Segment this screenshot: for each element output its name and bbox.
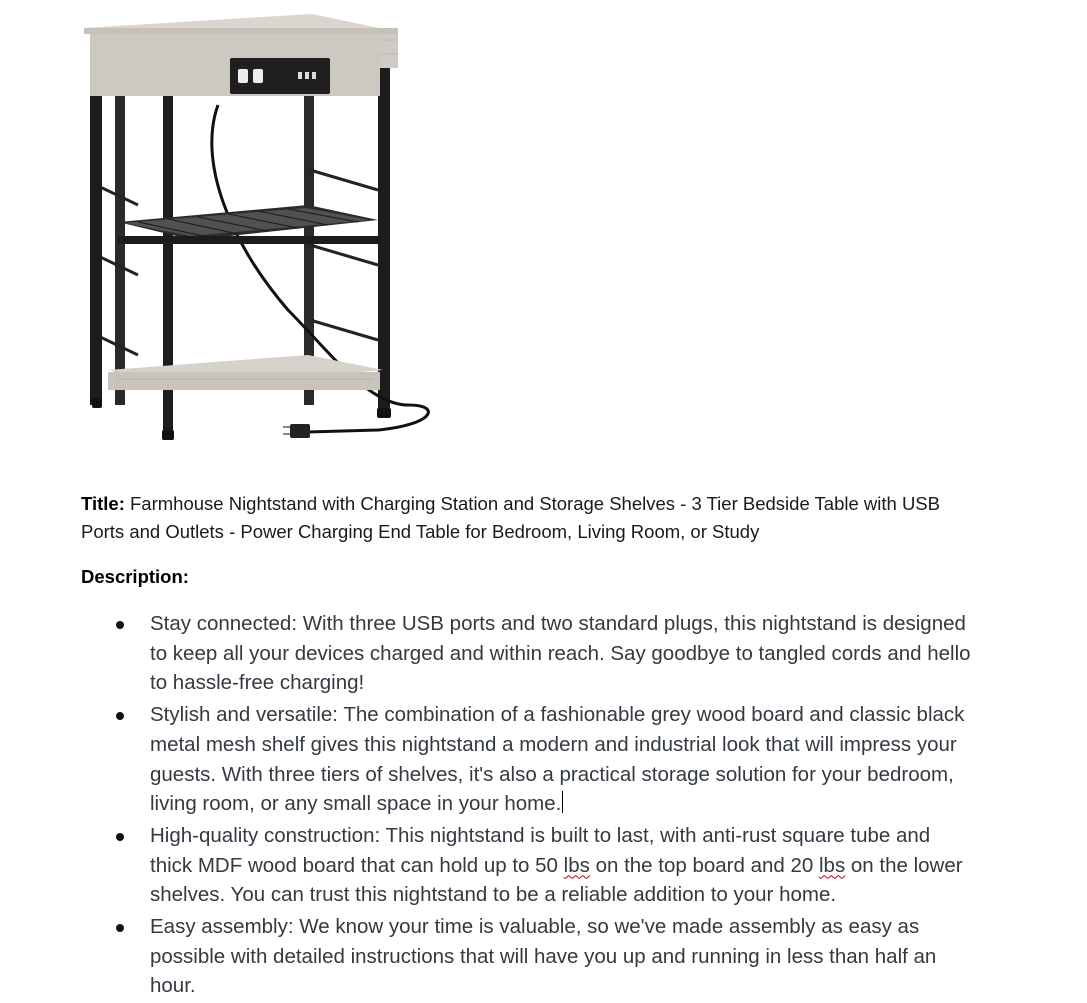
text-cursor [562,791,563,813]
bullet-text: Stylish and versatile: The combination of a fashionable grey wood board and classic black metal mesh shelf gives this nightstand a modern and industrial look that will impress your guests. With three tiers of shelves, it's also a practical storage solution for your bedroom, living room, or any small space in your home. [150,703,965,816]
bullet-text-part2: on the top board and 20 [589,853,819,877]
bullet-item-connected [108,609,978,698]
bullet-item-assembly [108,912,978,1001]
spellcheck-word[interactable]: lbs [563,853,590,877]
title-text: Farmhouse Nightstand with Charging Station and Storage Shelves - 3 Tier Bedside Table with USB Ports and Outlets - Power Charging End Table for Bedroom, Living Room, or Study [81,493,940,542]
description-label: Description: [81,566,189,587]
bullet-item-stylish [108,700,978,819]
product-title [81,490,981,546]
bullet-dot-icon [116,621,124,629]
bullet-text-part1: High-quality construction: This nightstand is built to last, with anti-rust square tube and thick MDF wood board that can hold up to 50 [150,823,931,877]
title-label: Title: [81,493,125,514]
bullet-dot-icon [116,833,124,841]
description-bullets [108,609,978,1003]
bullet-text: Easy assembly: We know your time is valuable, so we've made assembly as easy as possible with detailed instructions that will have you up and running in less than half an hour. [150,915,937,998]
bullet-text: Stay connected: With three USB ports and two standard plugs, this nightstand is designed to keep all your devices charged and within reach. Say goodbye to tangled cords and hello to hassle-free charging! [150,612,971,695]
bullet-text-part3: on the lower shelves. You can trust this nightstand to be a reliable addition to your home. [150,853,963,907]
product-image [78,10,438,450]
spellcheck-word[interactable]: lbs [818,853,846,877]
bullet-item-construction [108,821,978,910]
bullet-dot-icon [116,712,124,720]
bullet-dot-icon [116,924,124,932]
